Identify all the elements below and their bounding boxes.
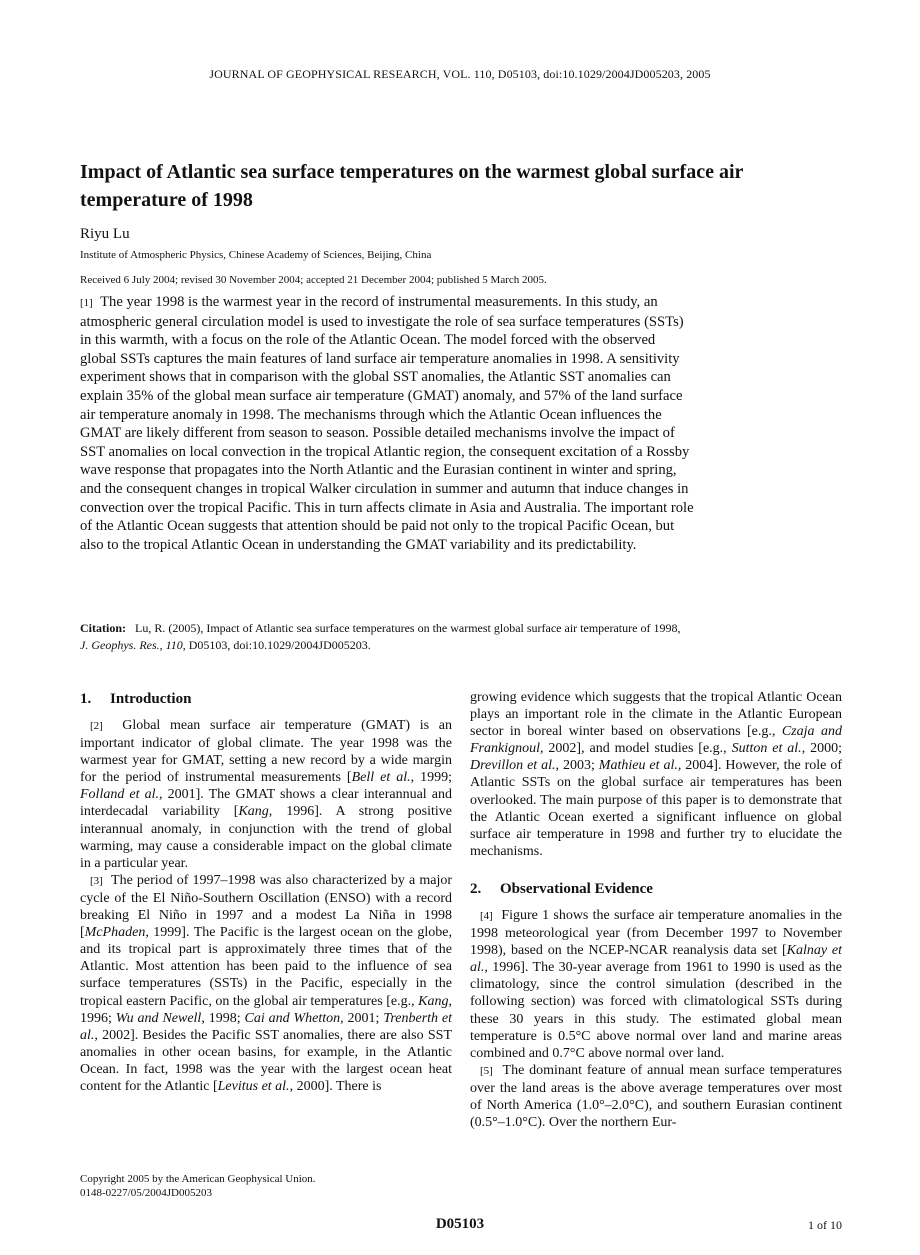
paragraph-number: [4] — [480, 909, 493, 922]
copyright-line: Copyright 2005 by the American Geophysical Union. — [80, 1173, 316, 1185]
text-run: , 2002], and model studies [e.g., — [540, 741, 732, 757]
paragraph-number: [2] — [90, 720, 103, 732]
abstract-text: The year 1998 is the warmest year in the record of instrumental measurements. In this study, an atmospheric general circulation model is used to investigate the role of sea surface temperatures (SSTs) in this warmth, with a focus on the role of the Atlantic Ocean. The model forced with the observed global SSTs captures the main features of land surface air temperature anomalies in 1998. A sensitivity experiment shows that in comparison with the global SST anomalies, the Atlantic SST anomalies can explain 35% of the global mean surface air temperature (GMAT) anomaly, and 57% of the land surface air temperature anomaly in 1998. The mechanisms through which the Atlantic Ocean influences the GMAT are likely different from season to season. Possible detailed mechanisms involve the impact of SST anomalies on local convection in the tropical Atlantic region, the consequent excitation of a Rossby wave response that propagates into the North Atlantic and the Eurasian continent in winter and spring, and the consequent changes in tropical Walker circulation in summer and autumn that induce changes in convection over the tropical Pacific. This in turn affects climate in Asia and Australia. The important role of the Atlantic Ocean suggests that attention should be paid not only to the tropical Pacific Ocean, but also to the tropical Atlantic Ocean in understanding the GMAT variability and its predictability. — [80, 294, 694, 553]
paragraph-2 — [80, 717, 452, 872]
section-title: Observational Evidence — [500, 880, 653, 897]
citation-volume: 110 — [165, 638, 183, 652]
paragraph-number: [3] — [90, 874, 103, 887]
paragraph-4 — [470, 907, 842, 1062]
citation-journal: J. Geophys. Res. — [80, 638, 160, 652]
paragraph-3 — [80, 872, 452, 1095]
text-run: , 2000; — [801, 741, 842, 757]
text-run: , 1996]. The 30-year average from 1961 to 1990 is used as the climatology, since the control simulation (described in the following section) was forced with climatological SSTs during these 30 years in this study. The estimated global mean temperature is 0.5°C above normal over land and marine areas combined and 0.7°C above normal over land. — [470, 960, 842, 1061]
reference: Wu and Newell — [115, 1010, 202, 1026]
citation — [80, 620, 840, 654]
citation-separator: , — [159, 638, 166, 652]
text-run: , 2003; — [555, 758, 599, 774]
citation-text: Lu, R. (2005), Impact of Atlantic sea surface temperatures on the warmest global surface air temperature of 1998, — [135, 621, 681, 635]
section-heading-observational-evidence — [470, 879, 842, 899]
reference: Czaja and Frankignoul — [470, 724, 842, 757]
copyright-notice — [80, 1172, 316, 1200]
section-heading-introduction — [80, 689, 452, 709]
text-run: The dominant feature of annual mean surface temperatures over the land areas is the above average temperatures over most of North America (1.0°–2.0°C), and southern Eurasian continent (0.5°–1.0°C). Over the northern Eur- — [470, 1062, 842, 1131]
paragraph-5 — [470, 1062, 842, 1131]
reference: Folland et al. — [80, 787, 160, 803]
paragraph-number: [5] — [480, 1064, 493, 1077]
reference: Cai and Whetton — [244, 1010, 341, 1026]
right-column — [470, 689, 842, 1131]
page-number: 1 of 10 — [808, 1218, 842, 1232]
reference: Drevillon et al. — [470, 758, 556, 774]
reference: Mathieu et al. — [598, 758, 678, 774]
text-run: , 2001; — [340, 1010, 384, 1026]
reference: Sutton et al. — [731, 741, 802, 757]
text-run: Global mean surface air temperature (GMAT) is an important indicator of global climate. The year 1998 was the warmest year for GMAT, setting a new record by a wide margin for the period of instrumental measurements [ — [80, 718, 452, 786]
footer-article-id: D05103 — [435, 1216, 485, 1232]
reference: Bell et al. — [351, 770, 411, 786]
text-run: , 1999; — [410, 770, 452, 786]
citation-label: Citation: — [80, 621, 126, 635]
reference: Kang — [418, 993, 449, 1009]
text-run: , 2004]. However, the role of Atlantic SSTs on the global surface air temperatures has been overlooked. The main purpose of this paper is to demonstrate that the Atlantic Ocean exerted a significant influence on global surface air temperature in 1998 and further try to elucidate the mechanisms. — [470, 758, 842, 859]
reference: Levitus et al. — [217, 1078, 290, 1094]
citation-rest: , D05103, doi:10.1029/2004JD005203. — [182, 638, 371, 652]
article-title: Impact of Atlantic sea surface temperatures on the warmest global surface air temperature of 1998 — [80, 161, 744, 211]
text-run: growing evidence which suggests that the tropical Atlantic Ocean plays an important role in the climate in the Atlantic European sector in boreal winter based on observations [e.g., — [470, 690, 842, 740]
reference: Kalnay et al. — [470, 943, 842, 976]
author-name: Riyu Lu — [80, 226, 130, 242]
paragraph-number: [1] — [80, 297, 93, 309]
text-run: The period of 1997–1998 was also characterized by a major cycle of the El Niño-Southern Oscillation (ENSO) with a record breaking El Niño in 1997 and a modest La Niña in 1998 [ — [80, 872, 452, 941]
text-run: , 2001]. The GMAT shows a clear interannual and interdecadal variability [ — [80, 787, 452, 820]
left-column — [80, 689, 452, 1095]
author-affiliation: Institute of Atmospheric Physics, Chinese Academy of Sciences, Beijing, China — [80, 249, 432, 261]
paragraph-3-continued — [470, 689, 842, 860]
text-run: , 1996; — [80, 993, 452, 1026]
section-number: 2. — [470, 880, 482, 897]
text-run: , 2000]. There is — [289, 1078, 382, 1094]
section-title: Introduction — [110, 691, 192, 707]
reference: Kang — [238, 804, 269, 820]
reference: Trenberth et al. — [80, 1010, 453, 1043]
text-run: Figure 1 shows the surface air temperature anomalies in the 1998 meteorological year (from December 1997 to November 1998), based on the NCEP-NCAR reanalysis data set [ — [470, 907, 842, 959]
publication-dates: Received 6 July 2004; revised 30 November 2004; accepted 21 December 2004; published 5 March 2005. — [80, 274, 547, 286]
reference: McPhaden — [84, 925, 146, 941]
text-run: , 1998; — [201, 1010, 245, 1026]
issn-line: 0148-0227/05/2004JD005203 — [80, 1187, 212, 1199]
text-run: , 1999]. The Pacific is the largest ocean on the globe, and its tropical part is approximately three times that of the Atlantic. Most attention has been paid to the influence of sea surface temperatures (SSTs) in the Pacific, especially in the tropical eastern Pacific, on the global air temperatures [e.g., — [80, 925, 452, 1009]
running-head: JOURNAL OF GEOPHYSICAL RESEARCH, VOL. 110, D05103, doi:10.1029/2004JD005203, 2005 — [209, 67, 711, 81]
text-run: , 1996]. A strong positive interannual anomaly, in conjunction with the trend of global warming, may cause a considerable impact on the global climate in a particular year. — [80, 804, 452, 871]
abstract — [80, 293, 694, 554]
section-number: 1. — [80, 691, 92, 707]
text-run: , 2002]. Besides the Pacific SST anomalies, there are also SST anomalies in other ocean basins, for example, in the Atlantic Ocean. In fact, 1998 was the year with the largest ocean heat content for the Atlantic [ — [80, 1027, 452, 1094]
